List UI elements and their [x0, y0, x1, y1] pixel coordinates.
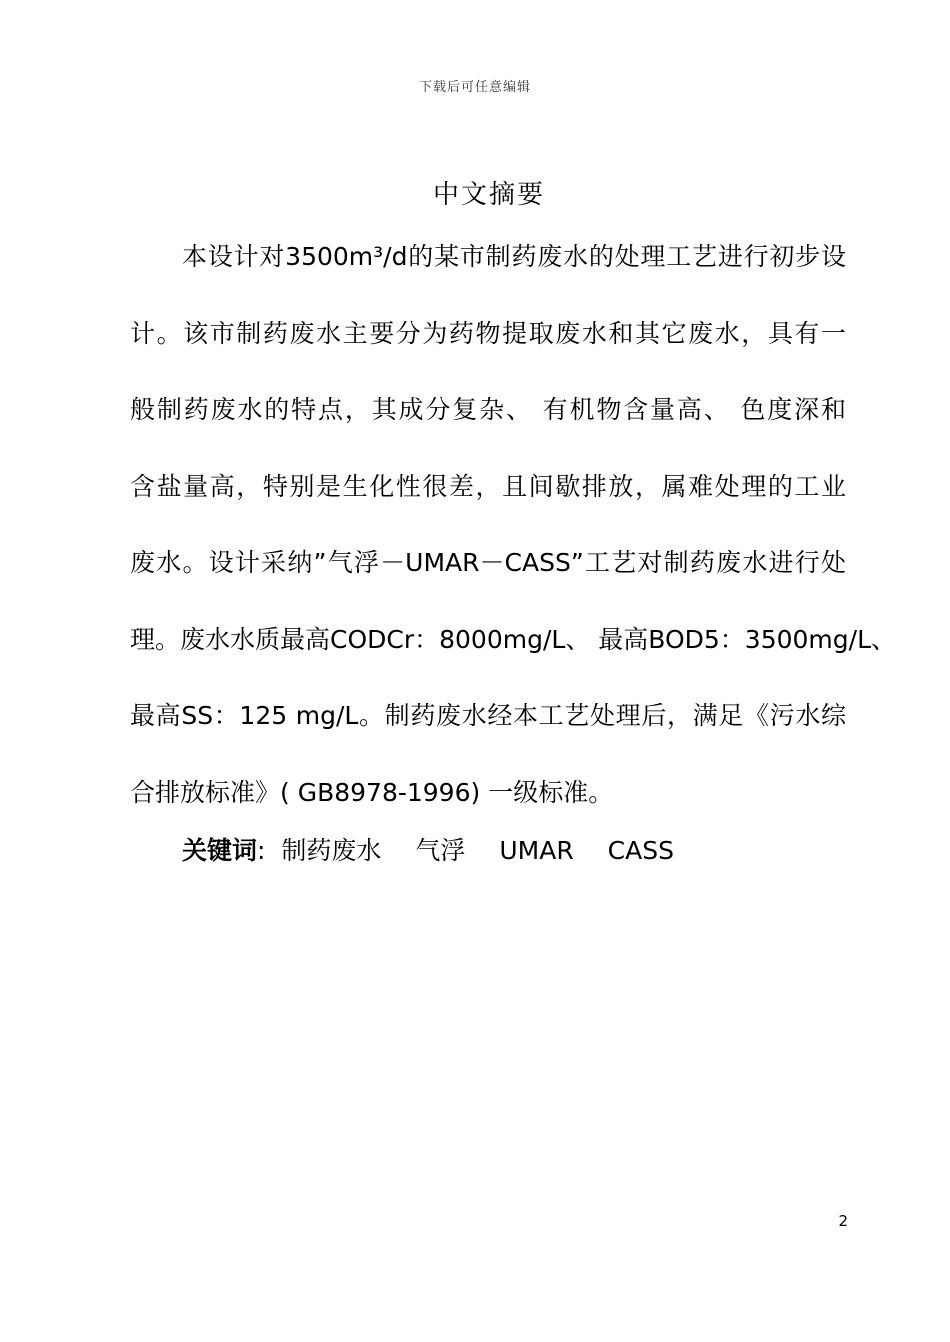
abstract-line: 合排放标准》( GB8978-1996) 一级标准。 [130, 777, 614, 807]
keyword-item: 气浮 [415, 836, 466, 865]
abstract-line: 最高SS：125 mg/L。制药废水经本工艺处理后，满足《污水综 [130, 701, 846, 730]
keywords-label: 关键词 [182, 836, 258, 865]
abstract-line: 本设计对3500m³/d的某市制药废水的处理工艺进行初步设 [182, 242, 846, 271]
keyword-item: CASS [607, 836, 674, 865]
page-number: 2 [838, 1212, 848, 1230]
abstract-title: 中文摘要 [432, 180, 545, 210]
abstract-line: 般制药废水的特点，其成分复杂、 有机物含量高、 色度深和 [130, 395, 846, 424]
keywords-separator: : [257, 836, 266, 865]
keyword-item: UMAR [499, 836, 574, 865]
keyword-item: 制药废水 [281, 836, 382, 865]
abstract-line: 废水。设计采纳”气浮－UMAR－CASS”工艺对制药废水进行处 [130, 548, 846, 577]
keywords-line [182, 826, 674, 876]
abstract-body [130, 230, 897, 842]
abstract-line: 计。该市制药废水主要分为药物提取废水和其它废水，具有一 [130, 318, 846, 348]
abstract-line: 含盐量高，特别是生化性很差，且间歇排放，属难处理的工业 [130, 471, 846, 501]
abstract-line: 理。废水水质最高CODCr：8000mg/L、 最高BOD5：3500mg/L、 [130, 624, 897, 654]
page-header: 下载后可任意编辑 [418, 80, 531, 95]
